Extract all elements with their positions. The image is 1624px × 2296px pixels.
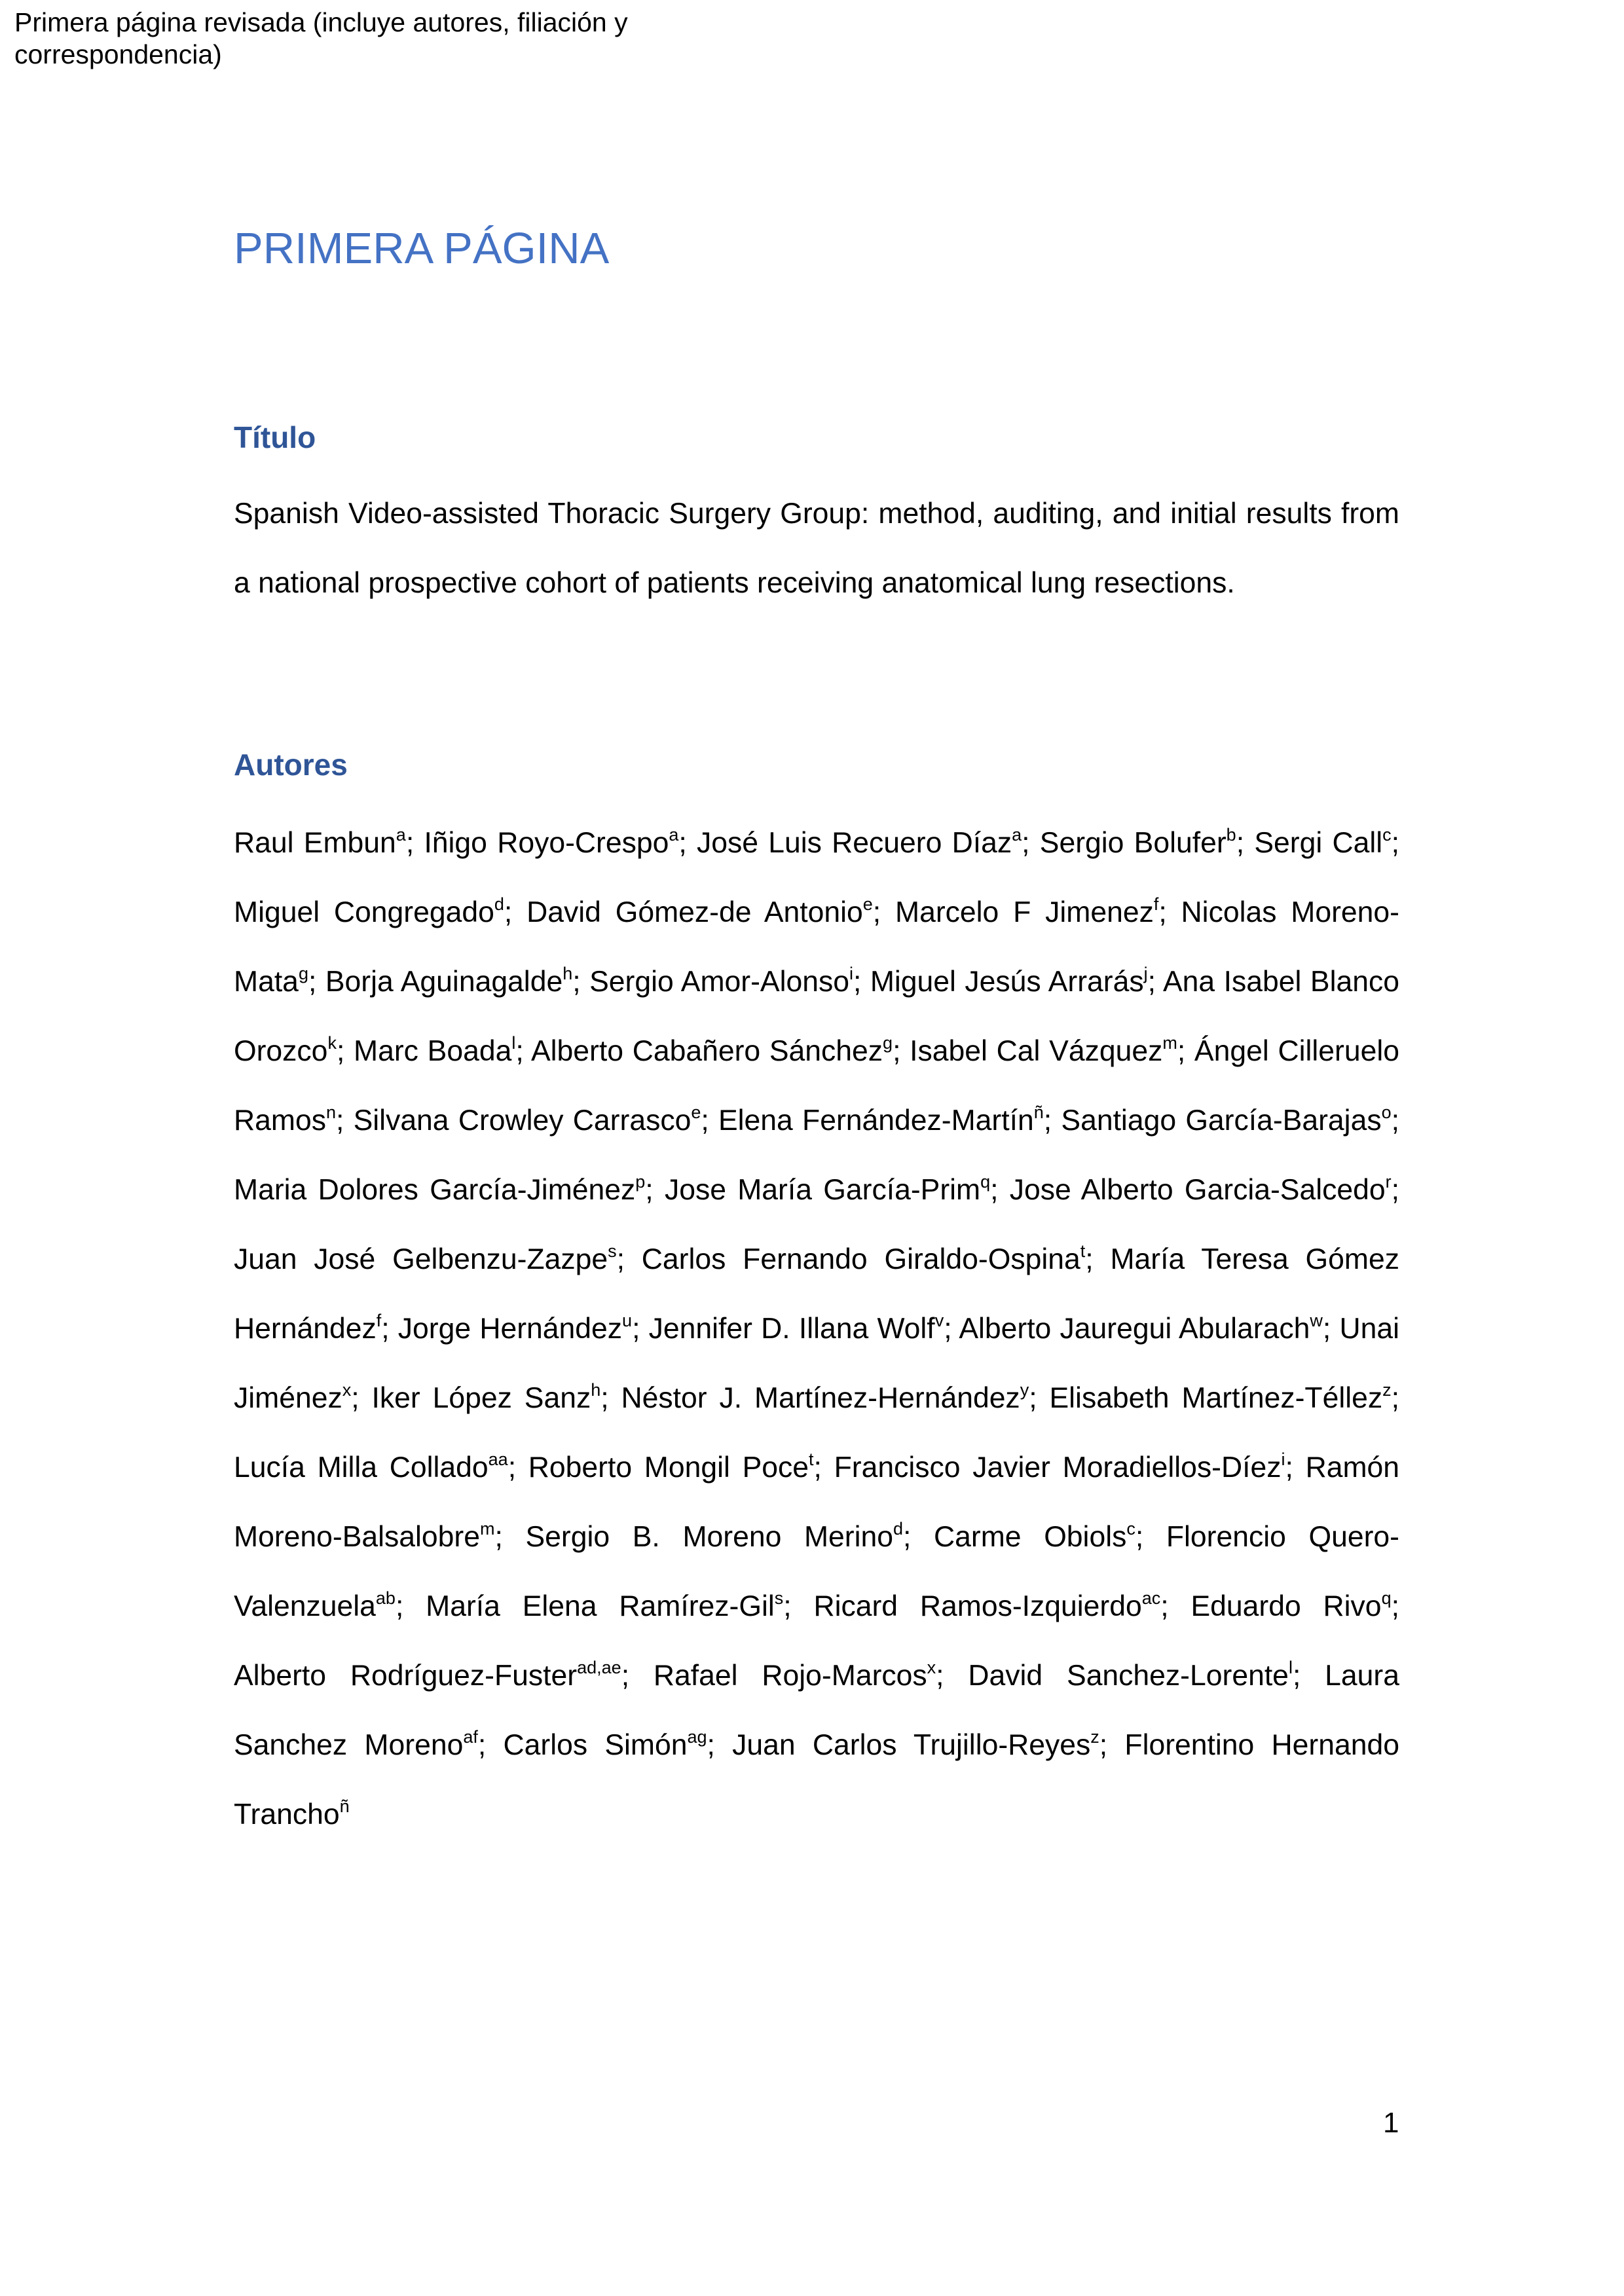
- author-name: Jose María García-Prim: [664, 1174, 981, 1206]
- author-entry: [1061, 1104, 1391, 1137]
- author-affiliation-mark: i: [1281, 1449, 1285, 1470]
- author-affiliation-mark: n: [325, 1102, 336, 1123]
- author-separator: ;: [1322, 1313, 1340, 1345]
- author-name: Sergio Bolufer: [1039, 827, 1227, 859]
- author-entry: [526, 896, 873, 928]
- author-separator: ;: [853, 966, 870, 998]
- author-separator: ;: [1158, 896, 1181, 928]
- author-affiliation-mark: u: [622, 1311, 633, 1331]
- author-separator: ;: [1285, 1451, 1306, 1484]
- author-name: Ricard Ramos-Izquierdo: [813, 1590, 1142, 1622]
- author-entry: [426, 1590, 783, 1622]
- author-entry: [621, 1382, 1029, 1414]
- author-separator: ;: [872, 896, 895, 928]
- author-entry: [934, 1521, 1135, 1553]
- author-name: Isabel Cal Vázquez: [910, 1035, 1163, 1067]
- author-separator: ;: [351, 1382, 372, 1414]
- author-name: Carme Obiols: [934, 1521, 1127, 1553]
- author-name: David Sanchez-Lorente: [968, 1660, 1289, 1692]
- author-entry: [234, 896, 504, 928]
- author-entry: [813, 1590, 1160, 1622]
- author-name: Lucía Milla Collado: [234, 1451, 489, 1484]
- author-separator: ;: [616, 1243, 642, 1275]
- author-name: Florentino Hernando Trancho: [234, 1729, 1399, 1831]
- author-affiliation-mark: j: [1143, 964, 1148, 984]
- author-name: Miguel Jesús Arrarás: [870, 966, 1144, 998]
- author-affiliation-mark: p: [635, 1172, 646, 1192]
- author-name: Carlos Fernando Giraldo-Ospina: [641, 1243, 1080, 1275]
- author-separator: ;: [990, 1174, 1010, 1206]
- author-affiliation-mark: ñ: [1033, 1102, 1044, 1123]
- author-affiliation-mark: d: [494, 894, 504, 915]
- author-entry: [697, 827, 1022, 859]
- author-affiliation-mark: t: [809, 1449, 814, 1470]
- author-affiliation-mark: c: [1382, 825, 1392, 845]
- author-affiliation-mark: l: [1288, 1658, 1293, 1678]
- author-affiliation-mark: r: [1385, 1172, 1392, 1192]
- author-entry: [525, 1521, 903, 1553]
- section-heading-autores: Autores: [234, 748, 348, 782]
- author-name: María Teresa Gómez Hernández: [234, 1243, 1399, 1345]
- document-header-note: Primera página revisada (incluye autores, filiación y correspondencia): [14, 7, 628, 69]
- author-entry: [910, 1035, 1177, 1067]
- author-entry: [398, 1313, 632, 1345]
- author-affiliation-mark: m: [479, 1519, 495, 1539]
- author-entry: [870, 966, 1148, 998]
- author-affiliation-mark: i: [849, 964, 853, 984]
- author-entry: [589, 966, 853, 998]
- author-affiliation-mark: b: [1226, 825, 1236, 845]
- author-name: Iñigo Royo-Crespo: [424, 827, 669, 859]
- author-name: Francisco Javier Moradiellos-Díez: [834, 1451, 1282, 1484]
- author-entry: [372, 1382, 601, 1414]
- author-affiliation-mark: c: [1126, 1519, 1135, 1539]
- author-affiliation-mark: z: [1090, 1727, 1099, 1747]
- author-affiliation-mark: ñ: [339, 1796, 350, 1817]
- author-separator: ;: [783, 1590, 814, 1622]
- author-affiliation-mark: s: [608, 1241, 617, 1262]
- author-name: Ángel Cilleruelo Ramos: [234, 1035, 1399, 1137]
- author-separator: ;: [1022, 827, 1040, 859]
- author-name: Juan Carlos Trujillo-Reyes: [732, 1729, 1091, 1761]
- author-separator: ;: [1391, 827, 1400, 859]
- author-separator: ;: [395, 1590, 426, 1622]
- author-name: Silvana Crowley Carrasco: [353, 1104, 692, 1137]
- author-name: Carlos Simón: [503, 1729, 688, 1761]
- author-affiliation-mark: s: [774, 1588, 784, 1609]
- author-separator: ;: [335, 1104, 354, 1137]
- author-entry: [642, 1243, 1085, 1275]
- author-separator: ;: [903, 1521, 934, 1553]
- author-entry: [895, 896, 1158, 928]
- author-entry: [503, 1729, 707, 1761]
- author-affiliation-mark: af: [463, 1727, 478, 1747]
- author-entry: [325, 966, 572, 998]
- author-name: Florencio Quero-Valenzuela: [234, 1521, 1399, 1622]
- author-name: Laura Sanchez Moreno: [234, 1660, 1399, 1761]
- author-affiliation-mark: q: [980, 1172, 991, 1192]
- author-entry: [649, 1313, 944, 1345]
- author-entry: [1254, 827, 1391, 859]
- author-name: Miguel Congregado: [234, 896, 494, 928]
- author-affiliation-mark: m: [1162, 1033, 1177, 1053]
- author-separator: ;: [936, 1660, 969, 1692]
- author-separator: ;: [600, 1382, 621, 1414]
- author-affiliation-mark: x: [927, 1658, 936, 1678]
- page-heading: PRIMERA PÁGINA: [234, 224, 610, 273]
- author-name: Alberto Jauregui Abularach: [959, 1313, 1310, 1345]
- author-name: David Gómez-de Antonio: [526, 896, 863, 928]
- article-title-text: Spanish Video-assisted Thoracic Surgery Group: method, auditing, and initial results from a national prospective cohort of patients receiving anatomical lung resections.: [234, 498, 1399, 599]
- author-name: Iker López Sanz: [371, 1382, 591, 1414]
- author-name: Sergi Call: [1254, 827, 1383, 859]
- author-name: Santiago García-Barajas: [1061, 1104, 1382, 1137]
- author-name: Unai Jiménez: [234, 1313, 1399, 1414]
- author-entry: [234, 1174, 645, 1206]
- author-separator: ;: [1236, 827, 1255, 859]
- author-affiliation-mark: ag: [687, 1727, 707, 1747]
- author-entry: [234, 1243, 617, 1275]
- author-separator: ;: [1043, 1104, 1061, 1137]
- author-separator: ;: [477, 1729, 504, 1761]
- author-list: [234, 809, 1399, 1850]
- author-name: Alberto Rodríguez-Fuster: [234, 1660, 578, 1692]
- author-name: Ramón Moreno-Balsalobre: [234, 1451, 1400, 1553]
- section-heading-titulo: Título: [234, 420, 316, 454]
- author-entry: [1190, 1590, 1391, 1622]
- author-separator: ;: [701, 1104, 718, 1137]
- author-name: Maria Dolores García-Jiménez: [234, 1174, 636, 1206]
- author-entry: [354, 1104, 701, 1137]
- author-separator: ;: [1160, 1590, 1191, 1622]
- author-affiliation-mark: aa: [488, 1449, 508, 1470]
- author-name: Jose Alberto Garcia-Salcedo: [1009, 1174, 1386, 1206]
- author-entry: [528, 1451, 814, 1484]
- author-entry: [424, 827, 678, 859]
- author-separator: ;: [944, 1313, 959, 1345]
- author-name: Rafael Rojo-Marcos: [653, 1660, 927, 1692]
- author-name: Juan José Gelbenzu-Zazpe: [234, 1243, 608, 1275]
- author-entry: [654, 1660, 936, 1692]
- author-affiliation-mark: g: [883, 1033, 893, 1053]
- author-separator: ;: [381, 1313, 398, 1345]
- author-name: Jorge Hernández: [397, 1313, 623, 1345]
- author-separator: ;: [1029, 1382, 1050, 1414]
- author-affiliation-mark: e: [862, 894, 873, 915]
- author-name: Ana Isabel Blanco Orozco: [234, 966, 1399, 1067]
- author-name: Jennifer D. Illana Wolf: [648, 1313, 935, 1345]
- author-separator: ;: [813, 1451, 834, 1484]
- author-entry: [354, 1035, 515, 1067]
- author-affiliation-mark: v: [934, 1311, 944, 1331]
- author-separator: ;: [621, 1660, 654, 1692]
- page-number: 1: [1383, 2107, 1399, 2139]
- author-affiliation-mark: ad,ae: [577, 1658, 621, 1678]
- author-name: Raul Embun: [234, 827, 396, 859]
- author-separator: ;: [336, 1035, 354, 1067]
- author-name: Néstor J. Martínez-Hernández: [621, 1382, 1020, 1414]
- author-separator: ;: [494, 1521, 526, 1553]
- author-separator: ;: [572, 966, 590, 998]
- author-affiliation-mark: l: [511, 1033, 516, 1053]
- author-separator: ;: [1292, 1660, 1325, 1692]
- author-name: Marcelo F Jimenez: [895, 896, 1154, 928]
- author-affiliation-mark: w: [1310, 1311, 1323, 1331]
- author-separator: ;: [405, 827, 424, 859]
- author-name: Alberto Cabañero Sánchez: [530, 1035, 883, 1067]
- author-affiliation-mark: d: [893, 1519, 904, 1539]
- author-separator: ;: [645, 1174, 665, 1206]
- author-entry: [665, 1174, 990, 1206]
- author-name: Elena Fernández-Martín: [718, 1104, 1034, 1137]
- author-separator: ;: [1085, 1243, 1111, 1275]
- author-separator: ;: [1391, 1174, 1399, 1206]
- author-name: Nicolas Moreno-Mata: [234, 896, 1399, 998]
- author-entry: [234, 1660, 621, 1692]
- author-affiliation-mark: k: [327, 1033, 337, 1053]
- author-affiliation-mark: h: [563, 964, 573, 984]
- author-name: Borja Aguinagalde: [325, 966, 563, 998]
- author-affiliation-mark: a: [396, 825, 406, 845]
- author-separator: ;: [1099, 1729, 1125, 1761]
- author-separator: ;: [308, 966, 325, 998]
- author-affiliation-mark: t: [1080, 1241, 1086, 1262]
- author-name: Eduardo Rivo: [1190, 1590, 1382, 1622]
- author-affiliation-mark: f: [376, 1311, 382, 1331]
- author-separator: ;: [1391, 1104, 1399, 1137]
- author-entry: [834, 1451, 1285, 1484]
- author-name: Sergio Amor-Alonso: [589, 966, 849, 998]
- author-affiliation-mark: o: [1381, 1102, 1392, 1123]
- author-affiliation-mark: h: [591, 1380, 601, 1400]
- author-separator: ;: [515, 1035, 531, 1067]
- author-separator: ;: [1391, 1590, 1399, 1622]
- author-affiliation-mark: f: [1153, 894, 1159, 915]
- author-name: Marc Boada: [354, 1035, 512, 1067]
- author-affiliation-mark: q: [1381, 1588, 1392, 1609]
- author-entry: [1040, 827, 1236, 859]
- author-name: José Luis Recuero Díaz: [697, 827, 1012, 859]
- author-entry: [1049, 1382, 1391, 1414]
- author-entry: [234, 827, 406, 859]
- author-name: Sergio B. Moreno Merino: [525, 1521, 893, 1553]
- author-entry: [718, 1104, 1044, 1137]
- author-entry: [959, 1313, 1323, 1345]
- author-affiliation-mark: z: [1382, 1380, 1392, 1400]
- author-entry: [732, 1729, 1099, 1761]
- author-affiliation-mark: g: [298, 964, 308, 984]
- author-separator: ;: [632, 1313, 649, 1345]
- author-name: María Elena Ramírez-Gil: [426, 1590, 775, 1622]
- author-affiliation-mark: a: [1012, 825, 1022, 845]
- author-entry: [968, 1660, 1293, 1692]
- author-name: Elisabeth Martínez-Téllez: [1049, 1382, 1383, 1414]
- author-name: Roberto Mongil Poce: [528, 1451, 809, 1484]
- author-separator: ;: [1391, 1382, 1399, 1414]
- author-entry: [531, 1035, 893, 1067]
- author-separator: ;: [707, 1729, 733, 1761]
- author-affiliation-mark: x: [342, 1380, 352, 1400]
- author-affiliation-mark: e: [691, 1102, 701, 1123]
- author-entry: [1010, 1174, 1392, 1206]
- author-affiliation-mark: ab: [375, 1588, 396, 1609]
- author-separator: ;: [1147, 966, 1163, 998]
- author-separator: ;: [893, 1035, 910, 1067]
- author-separator: ;: [1177, 1035, 1194, 1067]
- author-affiliation-mark: y: [1020, 1380, 1029, 1400]
- author-separator: ;: [507, 1451, 528, 1484]
- author-affiliation-mark: a: [669, 825, 679, 845]
- author-affiliation-mark: ac: [1141, 1588, 1161, 1609]
- author-separator: ;: [504, 896, 527, 928]
- author-separator: ;: [678, 827, 697, 859]
- author-entry: [234, 1451, 508, 1484]
- author-separator: ;: [1135, 1521, 1166, 1553]
